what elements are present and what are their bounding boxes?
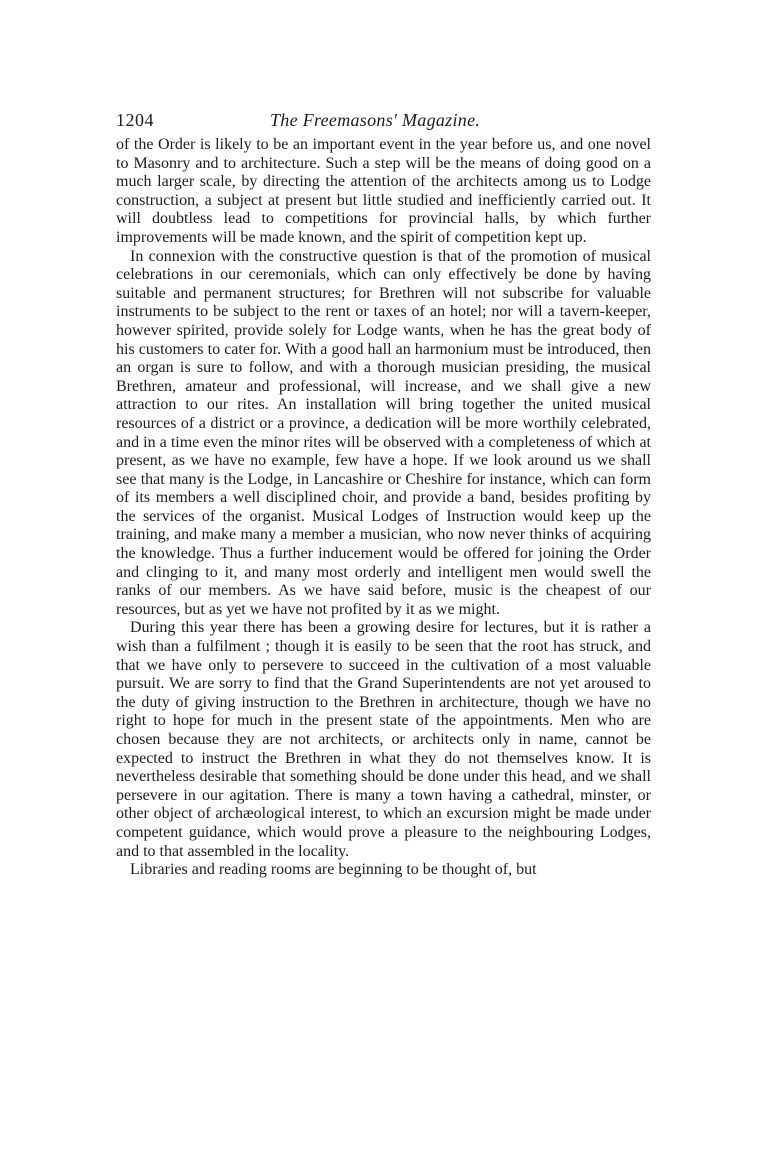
paragraph-music: In connexion with the constructive question is that of the promotion of musical celebrations in our ceremonials, which can only effectively be done by having suitable and permanent structures; for Brethren will not subscribe for valuable instruments to be subject to the rent or taxes of an hotel; nor will a tavern-keeper, however spirited, provide solely for Lodge wants, when he has the great body of his customers to cater for. With a good hall an harmonium must be introduced, then an organ is sure to follow, and with a thorough musician presiding, the musical Brethren, amateur and professional, will increase, and we shall give a new attraction to our rites. An installation will bring together the united musical resources of a district or a province, a dedication will be more worthily celebrated, and in a time even the minor rites will be observed with a completeness of which at present, as we have no example, few have a hope. If we look around us we shall see that many is the Lodge, in Lancashire or Cheshire for instance, which can form of its members a well disciplined choir, and provide a band, besides profiting by the services of the organist. Musical Lodges of Instruction would keep up the training, and make many a member a musician, who now never thinks of acquiring the knowledge. Thus a further inducement would be offered for joining the Order and clinging to it, and many most orderly and intelligent men would swell the ranks of our members. As we have said before, music is the cheapest of our resources, but as yet we have not profited by it as we might. xyxy=(116,247,651,618)
article-body xyxy=(116,136,651,880)
magazine-page xyxy=(116,110,651,880)
running-head xyxy=(116,110,651,136)
paragraph-continuation: of the Order is likely to be an important event in the year before us, and one novel to Masonry and to architecture. Such a step will be the means of doing good on a much larger scale, by directing the attention of the architects among us to Lodge construction, a subject at present but little studied and inefficiently carried out. It will doubtless lead to competitions for provincial halls, by which further improvements will be made known, and the spirit of competition kept up. xyxy=(116,136,651,246)
paragraph-lectures: During this year there has been a growing desire for lectures, but it is rather a wish than a fulfilment ; though it is easily to be seen that the root has struck, and that we have only to persevere to succeed in the cultivation of a most valuable pursuit. We are sorry to find that the Grand Superintendents are not yet aroused to the duty of giving instruction to the Brethren in architecture, though we have no right to hope for much in the present state of the appointments. Men who are chosen because they are not architects, or architects only in name, cannot be expected to instruct the Brethren in what they do not themselves know. It is nevertheless desirable that something should be done under this head, and we shall persevere in our agitation. There is many a town having a cathedral, minster, or other object of archæological interest, to which an excursion might be made under competent guidance, which would prove a pleasure to the neighbouring Lodges, and to that assembled in the locality. xyxy=(116,619,651,860)
page-number: 1204 xyxy=(116,110,154,130)
magazine-title: The Freemasons' Magazine. xyxy=(270,110,481,130)
paragraph-libraries: Libraries and reading rooms are beginning to be thought of, but xyxy=(130,861,537,879)
